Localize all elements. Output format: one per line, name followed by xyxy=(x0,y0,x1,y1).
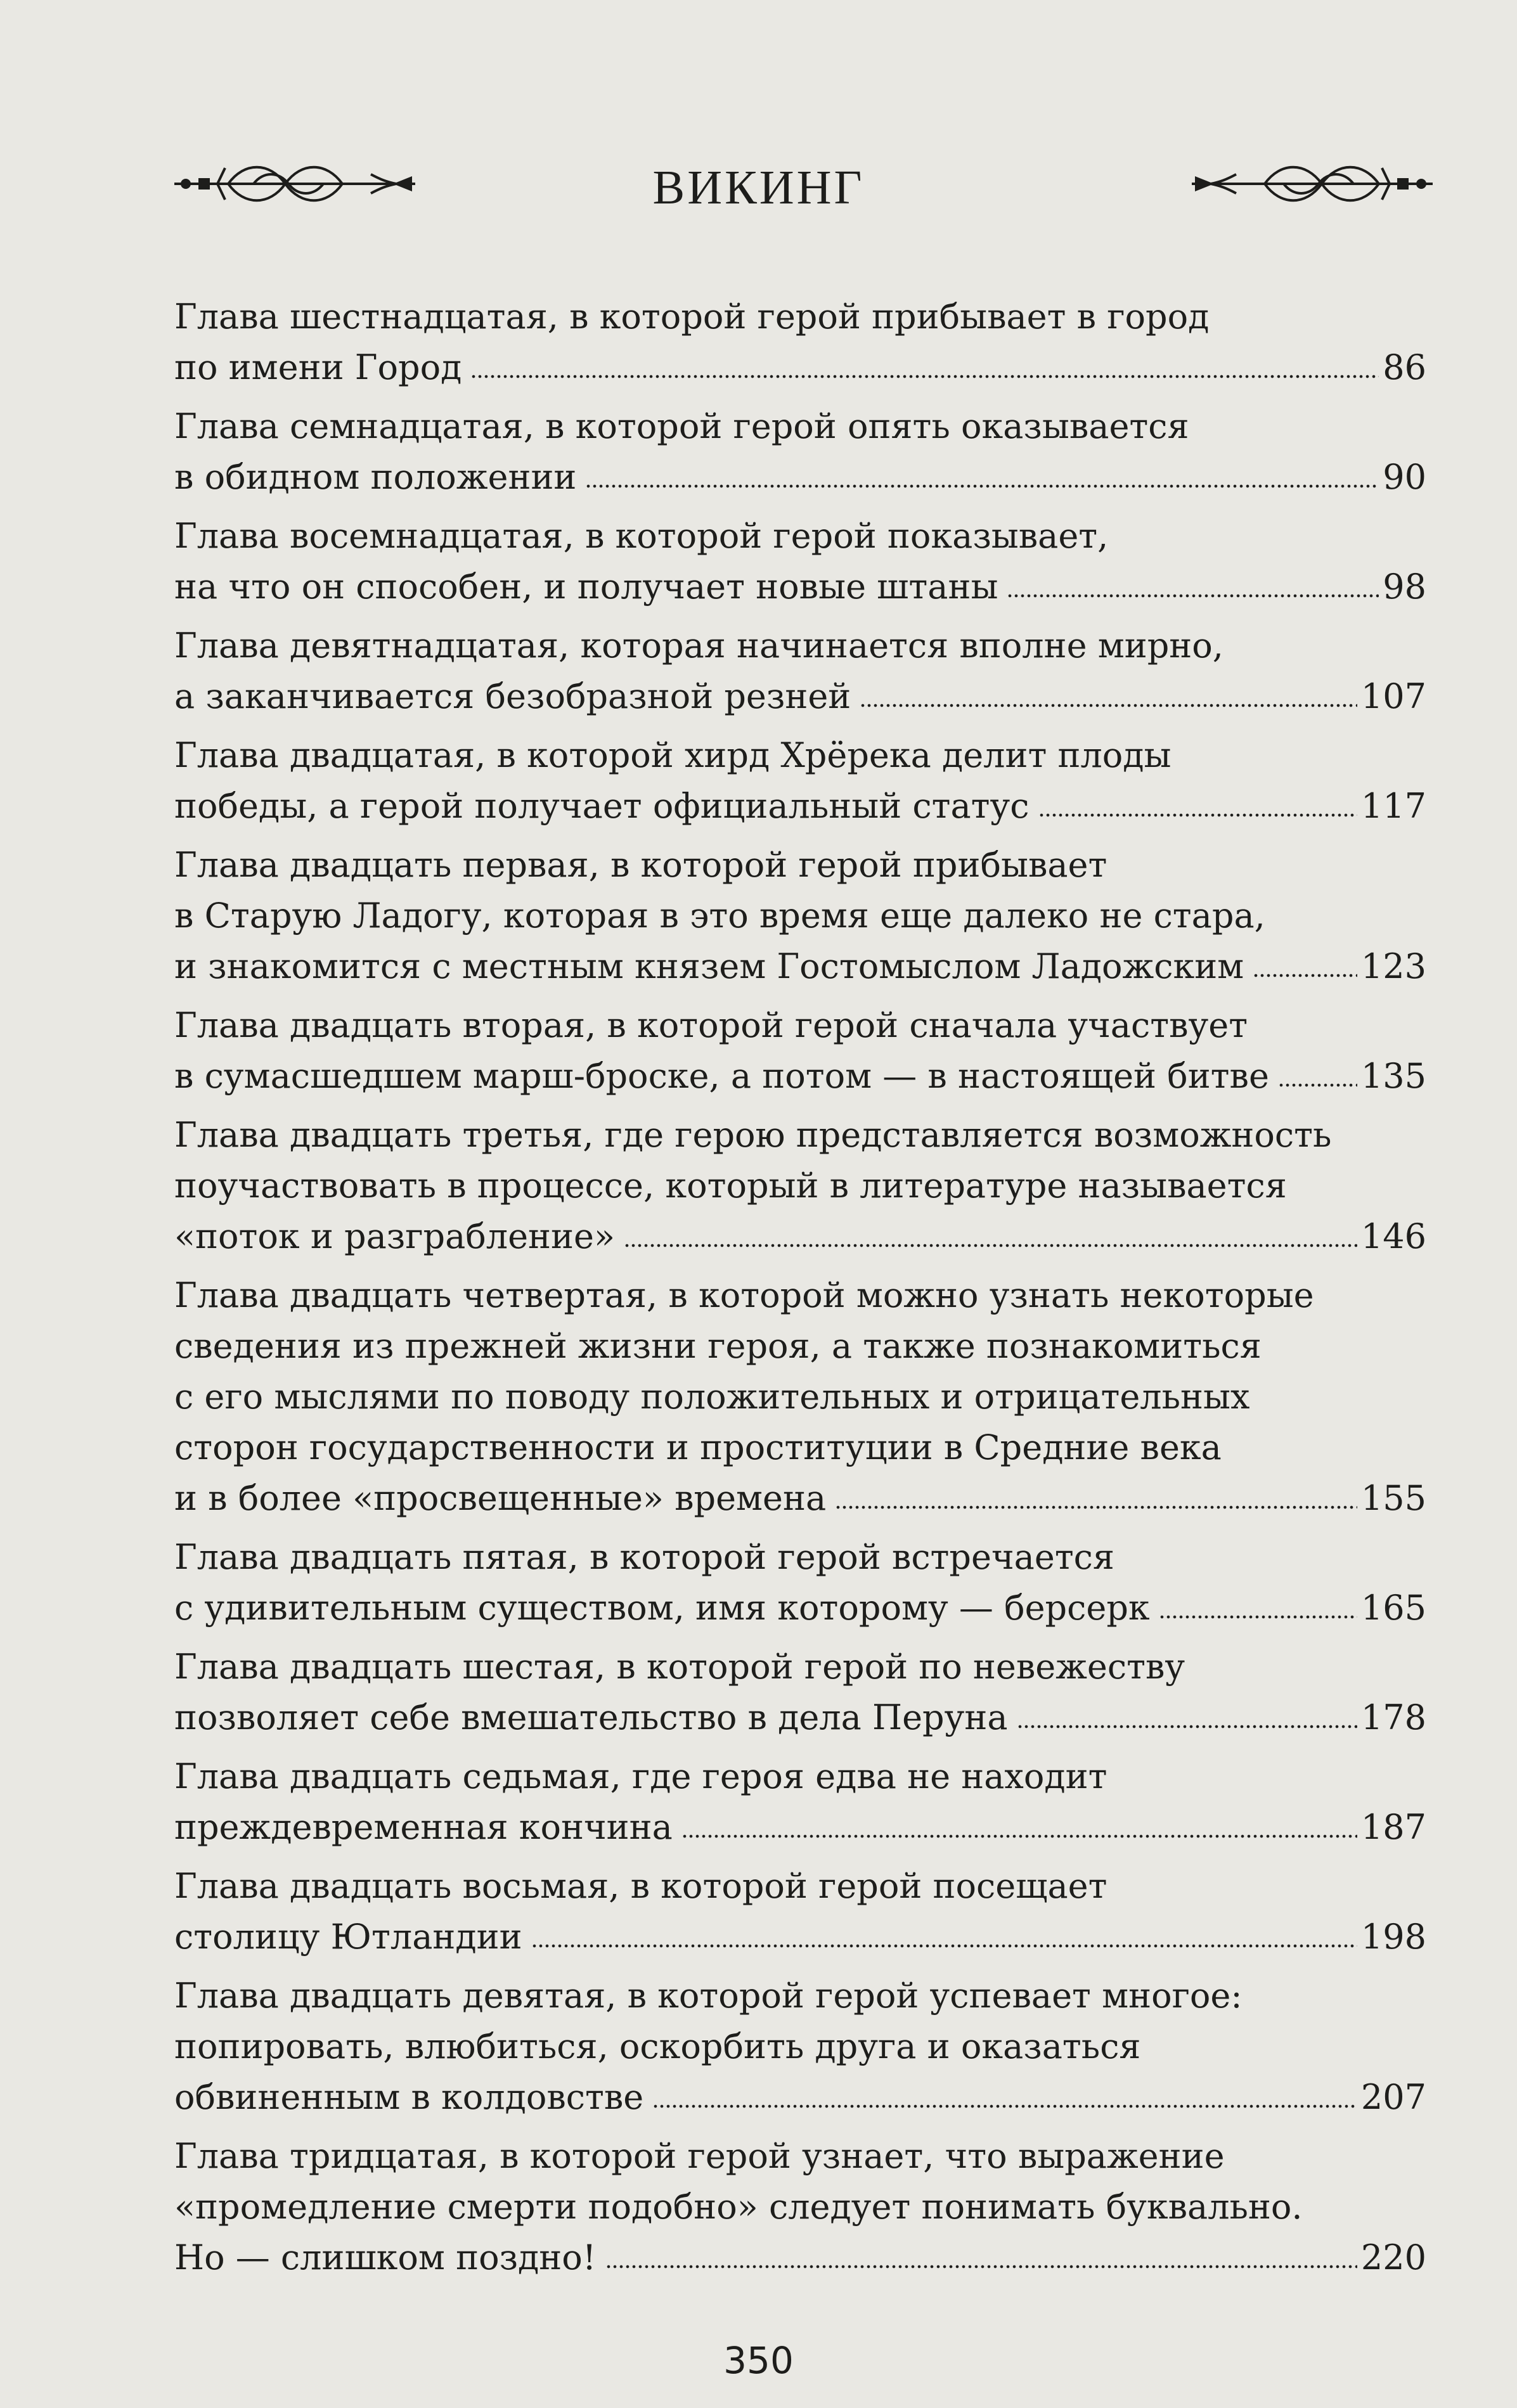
toc-entry-line: Глава двадцать первая, в которой герой прибывает xyxy=(174,845,1107,885)
toc-page-number: 123 xyxy=(1360,946,1426,986)
toc-entry-line xyxy=(174,671,1426,722)
toc-entry-line xyxy=(174,2072,1426,2123)
toc-entry-line: Глава двадцать третья, где герою представляется возможность xyxy=(174,1115,1332,1155)
dot-leader xyxy=(1253,972,1357,979)
toc-entry-line xyxy=(174,562,1426,612)
toc-entry-line: Глава двадцать шестая, в которой герой по невежеству xyxy=(174,1647,1185,1687)
toc-page-number: 198 xyxy=(1360,1917,1426,1957)
toc-entry-line: Глава двадцать седьмая, где героя едва не находит xyxy=(174,1756,1107,1796)
book-title: ВИКИНГ xyxy=(652,161,865,214)
toc-page-number: 207 xyxy=(1360,2077,1426,2117)
toc-entry xyxy=(174,292,1426,393)
toc-page-number: 155 xyxy=(1360,1478,1426,1518)
toc-entry-line: Глава двадцатая, в которой хирд Хрёрека делит плоды xyxy=(174,735,1172,775)
toc-page-number: 117 xyxy=(1360,786,1426,826)
toc-entry-line: Глава двадцать восьмая, в которой герой посещает xyxy=(174,1866,1107,1906)
toc-entry-line: Глава двадцать вторая, в которой герой сначала участвует xyxy=(174,1005,1248,1045)
dot-leader xyxy=(585,482,1379,490)
toc-entry-line: Глава тридцатая, в которой герой узнает, что выражение xyxy=(174,2136,1225,2176)
dot-leader xyxy=(605,2263,1357,2270)
toc-entry xyxy=(174,1861,1426,1962)
toc-entry-text: обвиненным в колдовстве xyxy=(174,2077,644,2117)
toc-entry-text: а заканчивается безобразной резней xyxy=(174,676,851,716)
toc-entry-line xyxy=(174,452,1426,503)
page-number: 350 xyxy=(723,2339,794,2382)
toc-entry-text: по имени Город xyxy=(174,347,462,387)
dot-leader xyxy=(1017,1723,1357,1730)
toc-entry-line xyxy=(174,1473,1426,1524)
toc-entry-text: и знакомится с местным князем Гостомыслом Ладожским xyxy=(174,946,1244,986)
toc-entry-text: преждевременная кончина xyxy=(174,1807,673,1847)
toc-entry-line: попировать, влюбиться, оскорбить друга и оказаться xyxy=(174,2026,1141,2066)
toc-entry xyxy=(174,1971,1426,2123)
toc-entry xyxy=(174,840,1426,992)
toc-page-number: 178 xyxy=(1360,1697,1426,1737)
toc-entry xyxy=(174,1642,1426,1743)
toc-entry-line: Глава двадцать пятая, в которой герой встречается xyxy=(174,1537,1114,1577)
toc-entry-line: сторон государственности и проституции в Средние века xyxy=(174,1427,1222,1467)
toc-entry-text: в обидном положении xyxy=(174,457,577,497)
toc-entry-line xyxy=(174,1912,1426,1962)
toc-entry xyxy=(174,1000,1426,1102)
toc-entry-line xyxy=(174,342,1426,393)
dot-leader xyxy=(860,702,1357,709)
toc-entry xyxy=(174,2131,1426,2283)
toc-entry xyxy=(174,1751,1426,1853)
dot-leader xyxy=(1007,592,1379,600)
toc-entry-text: на что он способен, и получает новые штаны xyxy=(174,567,998,607)
toc-entry-line xyxy=(174,1583,1426,1633)
toc-entry-line xyxy=(174,1802,1426,1853)
ornament-icon xyxy=(1185,155,1439,212)
toc-entry xyxy=(174,511,1426,612)
dot-leader xyxy=(470,373,1379,380)
dot-leader xyxy=(681,1832,1357,1840)
toc-entry xyxy=(174,401,1426,503)
toc-entry-text: позволяет себе вмешательство в дела Перуна xyxy=(174,1697,1008,1737)
toc-entry xyxy=(174,1110,1426,1262)
toc-entry-line: Глава девятнадцатая, которая начинается вполне мирно, xyxy=(174,626,1223,666)
toc-entry-text: «поток и разграбление» xyxy=(174,1216,616,1256)
dot-leader xyxy=(1038,811,1357,819)
toc-entry-line: Глава шестнадцатая, в которой герой прибывает в город xyxy=(174,297,1210,337)
toc-entry-line: Глава семнадцатая, в которой герой опять оказывается xyxy=(174,406,1189,446)
dot-leader xyxy=(1159,1613,1357,1621)
toc-entry-text: с удивительным существом, имя которому — берсерк xyxy=(174,1588,1150,1628)
toc-page-number: 107 xyxy=(1360,676,1426,716)
toc-entry-text: победы, а герой получает официальный статус xyxy=(174,786,1030,826)
dot-leader xyxy=(624,1242,1357,1249)
toc-entry-line: Глава двадцать девятая, в которой герой успевает многое: xyxy=(174,1976,1243,2016)
toc-page-number: 86 xyxy=(1383,347,1426,387)
toc-page-number: 135 xyxy=(1360,1056,1426,1096)
running-header xyxy=(0,143,1517,238)
toc-entry-line xyxy=(174,1692,1426,1743)
toc-entry-text: и в более «просвещенные» времена xyxy=(174,1478,827,1518)
dot-leader xyxy=(531,1942,1357,1950)
toc-entry-text: столицу Ютландии xyxy=(174,1917,522,1957)
toc-page-number: 187 xyxy=(1360,1807,1426,1847)
toc-entry-text: в сумасшедшем марш-броске, а потом — в настоящей битве xyxy=(174,1056,1269,1096)
toc-page-number: 146 xyxy=(1360,1216,1426,1256)
toc-entry-line xyxy=(174,1211,1426,1262)
toc-entry xyxy=(174,730,1426,832)
toc-entry-line: в Старую Ладогу, которая в это время еще далеко не стара, xyxy=(174,896,1265,936)
toc-entry-line: с его мыслями по поводу положительных и отрицательных xyxy=(174,1377,1250,1417)
dot-leader xyxy=(1278,1081,1357,1089)
toc-entry-text: Но — слишком поздно! xyxy=(174,2237,597,2277)
dot-leader xyxy=(835,1503,1357,1511)
toc-entry xyxy=(174,1532,1426,1633)
toc-page-number: 220 xyxy=(1360,2237,1426,2277)
toc-entry-line: поучаствовать в процессе, который в литературе называется xyxy=(174,1166,1287,1206)
dot-leader xyxy=(652,2102,1357,2110)
toc-entry-line xyxy=(174,941,1426,992)
toc-entry-line xyxy=(174,781,1426,832)
toc-page-number: 98 xyxy=(1383,567,1426,607)
toc-entry-line: Глава двадцать четвертая, в которой можно узнать некоторые xyxy=(174,1275,1314,1315)
toc-entry-line: Глава восемнадцатая, в которой герой показывает, xyxy=(174,516,1109,556)
toc-entry-line xyxy=(174,1051,1426,1102)
toc-entry xyxy=(174,1270,1426,1524)
toc-page-number: 90 xyxy=(1383,457,1426,497)
toc-entry xyxy=(174,621,1426,722)
toc-page-number: 165 xyxy=(1360,1588,1426,1628)
toc-entry-line: сведения из прежней жизни героя, а также познакомиться xyxy=(174,1326,1262,1366)
toc-entry-line: «промедление смерти подобно» следует понимать буквально. xyxy=(174,2187,1303,2227)
toc-entry-line xyxy=(174,2232,1426,2283)
